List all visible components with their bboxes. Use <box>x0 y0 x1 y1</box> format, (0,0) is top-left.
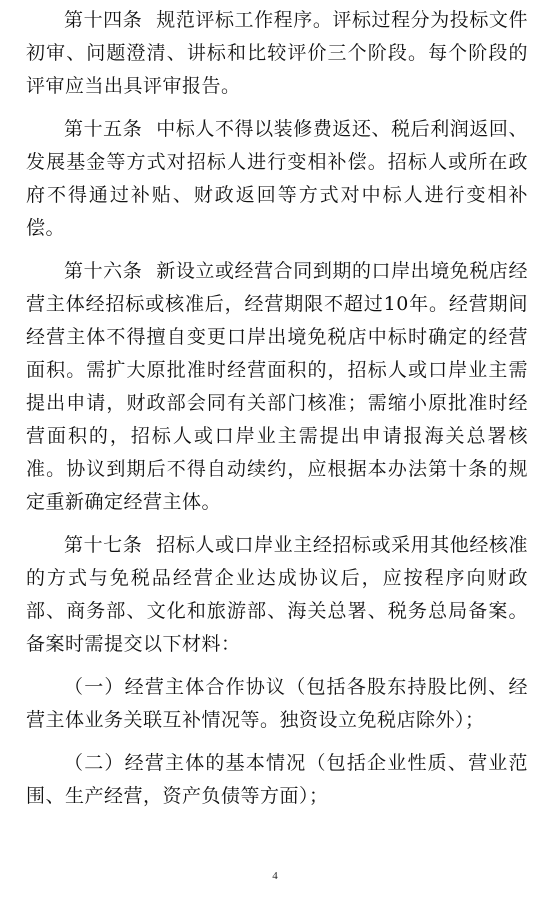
list-item-2 <box>26 747 528 813</box>
article-15-text: 中标人不得以装修费返还、税后利润返回、发展基金等方式对招标人进行变相补偿。招标人或所在政府不得通过补贴、财政返回等方式对中标人进行变相补偿。 <box>26 118 528 239</box>
article-16-paragraph <box>26 255 528 519</box>
article-16-number: 第十六条 <box>64 260 143 282</box>
article-14-text: 规范评标工作程序。评标过程分为投标文件初审、问题澄清、讲标和比较评价三个阶段。每个阶段的评审应当出具评审报告。 <box>26 9 528 97</box>
document-body <box>26 4 528 823</box>
article-15-number: 第十五条 <box>64 118 143 140</box>
article-17-text: 招标人或口岸业主经招标或采用其他经核准的方式与免税品经营企业达成协议后，应按程序向财政部、商务部、文化和旅游部、海关总署、税务总局备案。备案时需提交以下材料： <box>26 534 528 655</box>
article-14-number: 第十四条 <box>64 9 143 31</box>
article-16-text: 新设立或经营合同到期的口岸出境免税店经营主体经招标或核准后，经营期限不超过10年。经营期间经营主体不得擅自变更口岸出境免税店中标时确定的经营面积。需扩大原批准时经营面积的，招标人或口岸业主需提出申请，财政部会同有关部门核准；需缩小原批准时经营面积的，招标人或口岸业主需提出申请报海关总署核准。协议到期后不得自动续约，应根据本办法第十条的规定重新确定经营主体。 <box>26 260 528 513</box>
article-17-number: 第十七条 <box>64 534 143 556</box>
article-14-paragraph <box>26 4 528 103</box>
page-number: 4 <box>272 870 278 882</box>
article-17-paragraph <box>26 529 528 661</box>
list-item-1-text: （一）经营主体合作协议（包括各股东持股比例、经营主体业务关联互补情况等。独资设立免税店除外）； <box>26 676 528 731</box>
list-item-2-text: （二）经营主体的基本情况（包括企业性质、营业范围、生产经营，资产负债等方面）； <box>26 752 528 807</box>
article-15-paragraph <box>26 113 528 245</box>
list-item-1 <box>26 671 528 737</box>
